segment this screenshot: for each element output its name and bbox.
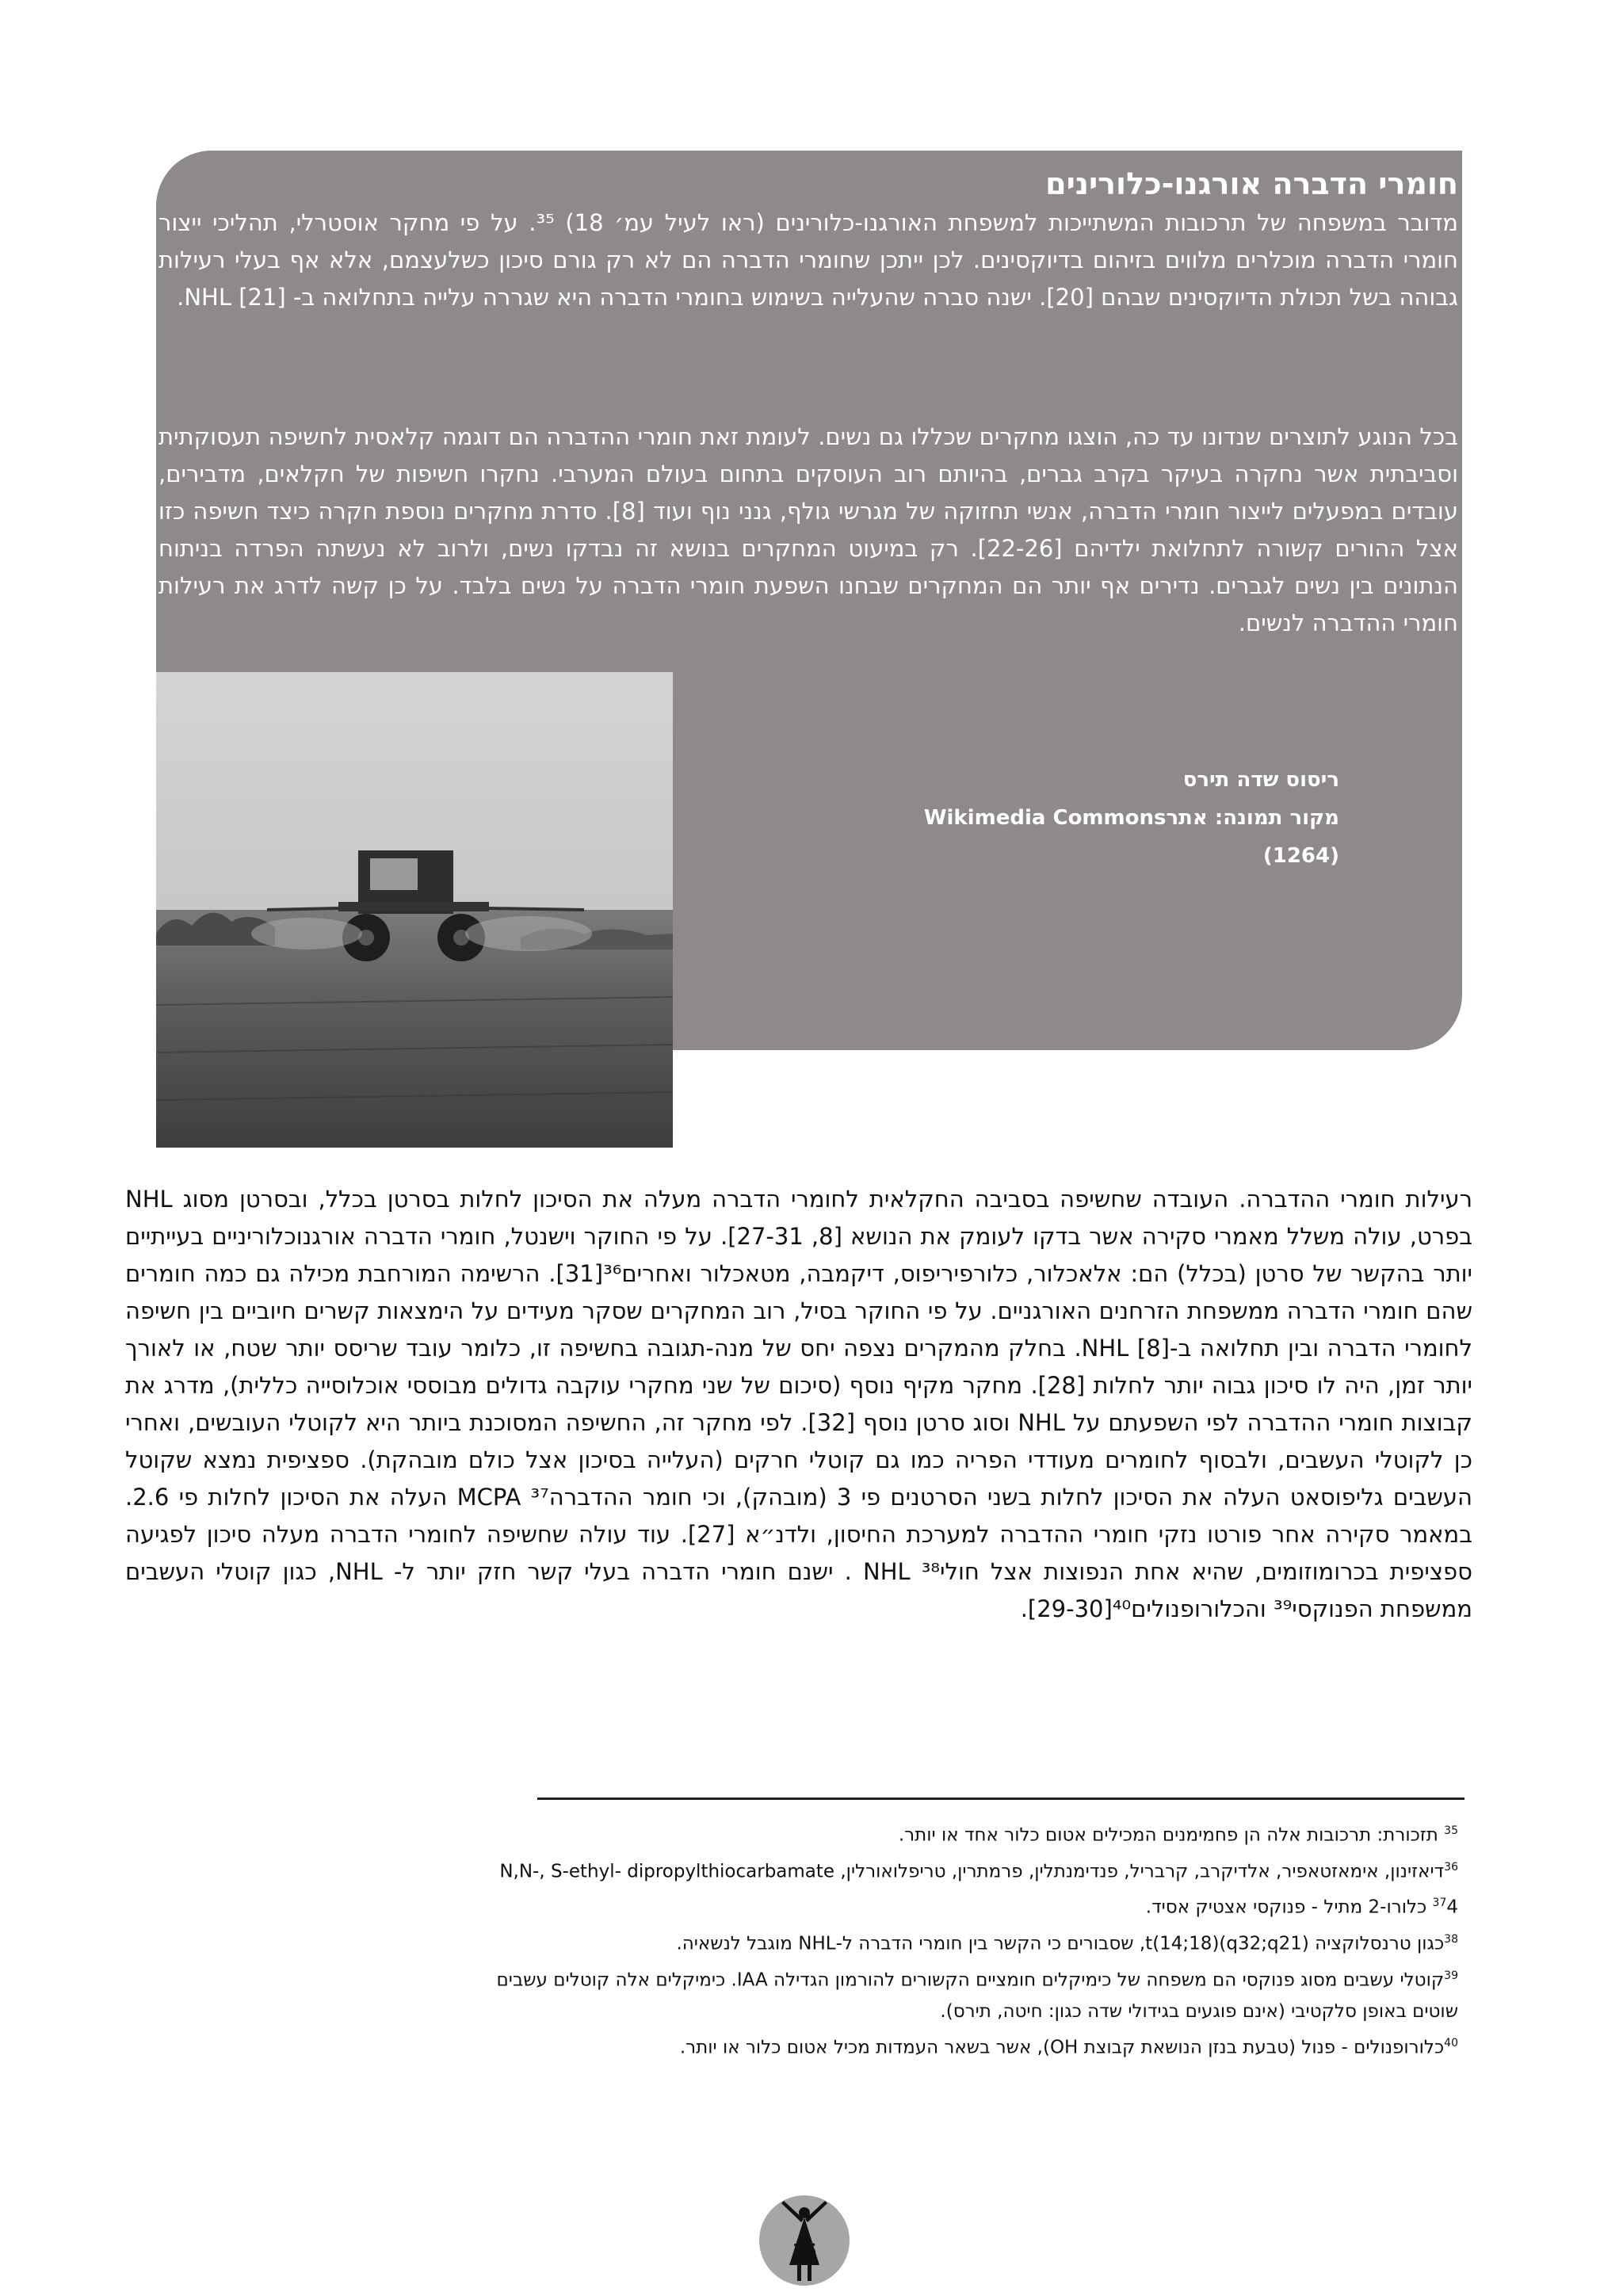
main-body-text [125, 1181, 1472, 1628]
tractor-spraying-photo [156, 672, 673, 1148]
footnote-text: 4 כלורו-2 מתיל - פנוקסי אצטיק אסיד. [1145, 1897, 1458, 1918]
caption-source: מקור תמונה: אתרWikimedia Commons [923, 806, 1339, 830]
caption-id: (1264) [1262, 844, 1339, 868]
footnote-text: כלורופנולים - פנול (טבעת בנזן הנושאת קבוצת OH), אשר בשאר העמדות מכיל אטום כלור או יותר. [679, 2037, 1445, 2058]
footnote-number: 35 [1444, 1824, 1458, 1837]
footnote-divider [537, 1797, 1465, 1800]
dancer-logo-icon [758, 2194, 851, 2287]
footnote-38 [460, 1924, 1458, 1960]
box-paragraph-2-text: בכל הנוגע לתוצרים שנדונו עד כה, הוצגו מחקרים שכללו גם נשים. לעומת זאת חומרי ההדברה הם דוגמה קלאסית לחשיפה תעסוקתית וסביבתית אשר נחקרה בעיקר בקרב גברים, בהיותם רוב העוסקים בתחום בעולם המערבי. נחקרו חשיפות של חקלאים, מדבירים, עובדים במפעלים לייצור חומרי הדברה, אנשי תחזוקה של מגרשי גולף, גנני נוף ועוד [8]. סדרת מחקרים נוספת חקרה כיצד חשיפה כזו אצל ההורים קשורה לתחלואת ילדיהם [22-26]. רק במיעוט המחקרים בנושא זה נבדקו נשים, ולרוב לא נעשתה הפרדה בניתוח הנתונים בין נשים לגברים. נדירים אף יותר הם המחקרים שבחנו השפעת חומרי הדברה על נשים בלבד. על כן קשה לדרג את רעילות חומרי ההדברה לנשים. [158, 423, 1458, 636]
main-paragraph: רעילות חומרי ההדברה. העובדה שחשיפה בסביבה החקלאית לחומרי הדברה מעלה את הסיכון לחלות בסרטן בכלל, ובסרטן מסוג NHL בפרט, עולה משלל מאמרי סקירה אשר בדקו לעומק את הנושא [8, 27-31]. על פי החוקר וישנטל, חומרי הדברה אורגנוכלוריניים בעייתיים יותר בהקשר של סרטן (בכלל) הם: אלאכלור, כלורפיריפוס, דיקמבה, מטאכלור ואחרים³⁶[31]. הרשימה המורחבת מכילה גם כמה חומרים שהם חומרי הדברה ממשפחת הזרחנים האורגניים. על פי החוקר בסיל, רוב המחקרים שסקר מעידים על הימצאות קשרים חיוביים בין חשיפה לחומרי הדברה ובין תחלואה ב-[8] NHL. בחלק מהמקרים נצפה יחס של מנה-תגובה בחשיפה זו, כלומר עובד שריסס יותר שטח, או לאורך יותר זמן, היה לו סיכון גבוה יותר לחלות [28]. מחקר מקיף נוסף (סיכום של שני מחקרי עוקבה גדולים מבוססי אוכלוסייה כללית), מדרג את קבוצות חומרי ההדברה לפי השפעתם על NHL וסוג סרטן נוסף [32]. לפי מחקר זה, החשיפה המסוכנת ביותר היא לקוטלי העובשים, ואחרי כן לקוטלי העשבים, ולבסוף לחומרים מעודדי הפריה כמו גם קוטלי חרקים (העלייה בסיכון אצל כולם מובהקת). ספציפית נמצא שקוטל העשבים גליפוסאט העלה את הסיכון לחלות בשני הסרטנים פי 3 (מובהק), וכי חומר ההדברהMCPA ³⁷ העלה את הסיכון לחלות פי 2.6. במאמר סקירה אחר פורטו נזקי חומרי ההדברה למערכת החיסון, ולדנ״א [27]. עוד עולה שחשיפה לחומרי הדברה מעלה סיכון לפגיעה ספציפית בכרומוזומים, שהיא אחת הנפוצות אצל חוליNHL ³⁸ . ישנם חומרי הדברה בעלי קשר חזק יותר ל- NHL, כגון קוטלי העשבים ממשפחת הפנוקסי³⁹ והכלורופנולים⁴⁰[29-30]. [125, 1186, 1473, 1622]
footnote-40 [460, 2027, 1458, 2064]
footnote-number: 38 [1444, 1932, 1458, 1946]
box-heading: חומרי הדברה אורגנו-כלורינים [1045, 166, 1458, 201]
page-number-badge [758, 2194, 851, 2287]
footnote-35 [460, 1815, 1458, 1851]
footnote-text: קוטלי עשבים מסוג פנוקסי הם משפחה של כימיקלים חומציים הקשורים להורמון הגדילה IAA. כימיקלים אלה קוטלים עשבים שוטים באופן סלקטיבי (אינם פוגעים בגידולי שדה כגון: חיטה, תירס). [496, 1969, 1458, 2023]
footnote-39 [460, 1960, 1458, 2028]
footnote-text: דיאזינון, אימאזטאפיר, אלדיקרב, קרבריל, פנדימנתלין, פרמתרין, טריפלואורלין, N,N-, S-ethyl- dipropylthiocarbamate [499, 1861, 1445, 1882]
footnote-37 [460, 1887, 1458, 1924]
box-paragraph-2 [158, 418, 1458, 642]
footnote-number: 40 [1444, 2037, 1458, 2050]
tractor-photo-illustration [156, 672, 673, 1148]
page-number: 16 [792, 2241, 817, 2261]
footnote-number: 37 [1432, 1897, 1447, 1910]
caption-title: ריסוס שדה תירס [1182, 768, 1339, 792]
footnote-number: 39 [1444, 1969, 1458, 1982]
photo-caption [832, 761, 1339, 875]
footnote-36 [460, 1851, 1458, 1888]
footnote-text: תזכורת: תרכובות אלה הן פחמימנים המכילים אטום כלור אחד או יותר. [898, 1824, 1438, 1846]
footnote-text: כגון טרנסלוקציה t(14;18)(q32;q21), שסבורים כי הקשר בין חומרי הדברה ל-NHL מוגבל לנשאיה. [676, 1933, 1445, 1954]
footnotes [460, 1815, 1458, 2064]
footnote-number: 36 [1444, 1860, 1458, 1874]
box-paragraph-1-text: מדובר במשפחה של תרכובות המשתייכות למשפחת האורגנו-כלורינים (ראו לעיל עמ׳ 18) ³⁵. על פי מחקר אוסטרלי, תהליכי ייצור חומרי הדברה מוכלרים מלווים בזיהום בדיוקסינים. לכן ייתכן שחומרי הדברה הם לא רק גורם סיכון כשלעצמם, אלא אף בעלי רעילות גבוהה בשל תכולת הדיוקסינים שבהם [20]. ישנה סברה שהעלייה בשימוש בחומרי הדברה היא שגררה עלייה בתחלואה ב- NHL [21]. [158, 209, 1458, 311]
box-paragraph-1 [158, 204, 1458, 316]
